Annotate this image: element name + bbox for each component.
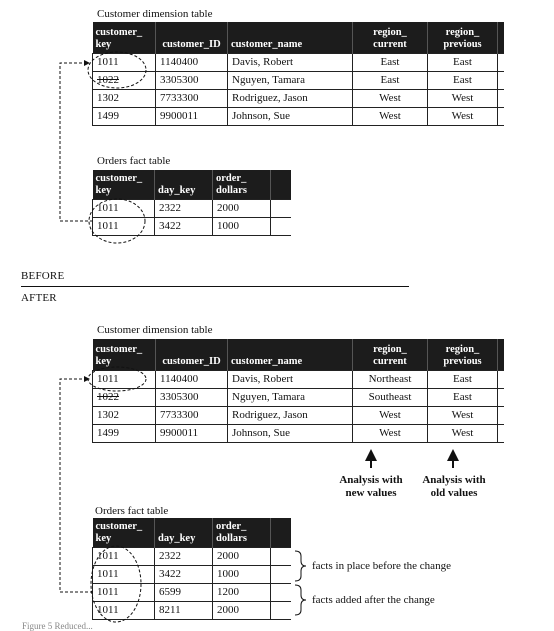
cell-customer-name: Davis, Robert bbox=[228, 370, 353, 388]
cell-blank bbox=[498, 89, 504, 107]
cell-day-key: 3422 bbox=[155, 217, 213, 235]
cell-region-current: West bbox=[353, 89, 428, 107]
cell-region-previous: West bbox=[428, 424, 498, 442]
cell-blank bbox=[271, 217, 291, 235]
brace-before-label: facts in place before the change bbox=[312, 560, 451, 572]
cell-customer-id: 1140400 bbox=[156, 370, 228, 388]
cell-customer-key: 1011 bbox=[93, 547, 155, 565]
header-blank bbox=[271, 518, 291, 547]
cell-customer-name: Nguyen, Tamara bbox=[228, 388, 353, 406]
cell-customer-id: 7733300 bbox=[156, 406, 228, 424]
header-blank bbox=[498, 22, 504, 53]
cell-order-dollars: 1000 bbox=[213, 565, 271, 583]
cell-customer-key: 1022 bbox=[93, 71, 156, 89]
cell-blank bbox=[271, 547, 291, 565]
cell-customer-id: 7733300 bbox=[156, 89, 228, 107]
brace-after-label: facts added after the change bbox=[312, 594, 435, 606]
header-order-dollars: order_ dollars bbox=[213, 518, 271, 547]
cell-region-current: East bbox=[353, 71, 428, 89]
cell-blank bbox=[498, 406, 504, 424]
analysis-new-values-label: Analysis with new values bbox=[339, 474, 403, 499]
header-region-current: region_ current bbox=[353, 339, 428, 370]
figure-caption: Figure 5 Reduced... bbox=[22, 621, 93, 631]
cell-blank bbox=[498, 424, 504, 442]
cell-blank bbox=[271, 583, 291, 601]
table-row bbox=[93, 406, 504, 424]
cell-blank bbox=[498, 71, 504, 89]
before-label: BEFORE bbox=[21, 270, 65, 282]
header-blank bbox=[271, 170, 291, 199]
cell-customer-key: 1011 bbox=[93, 565, 155, 583]
cell-order-dollars: 2000 bbox=[213, 199, 271, 217]
cell-blank bbox=[271, 601, 291, 619]
cell-customer-key: 1011 bbox=[93, 370, 156, 388]
cell-region-previous: East bbox=[428, 71, 498, 89]
cell-region-previous: West bbox=[428, 89, 498, 107]
table-row bbox=[93, 547, 291, 565]
cell-region-previous: East bbox=[428, 53, 498, 71]
header-customer-key: customer_ key bbox=[93, 518, 155, 547]
cell-order-dollars: 2000 bbox=[213, 547, 271, 565]
after-customer-table-caption: Customer dimension table bbox=[97, 324, 213, 336]
cell-order-dollars: 2000 bbox=[213, 601, 271, 619]
cell-region-current: Southeast bbox=[353, 388, 428, 406]
header-region-previous: region_ previous bbox=[428, 22, 498, 53]
cell-customer-key: 1011 bbox=[93, 217, 155, 235]
divider-line bbox=[21, 286, 409, 287]
before-orders-table bbox=[92, 170, 291, 236]
cell-region-current: West bbox=[353, 424, 428, 442]
cell-blank bbox=[271, 565, 291, 583]
after-key-connector bbox=[60, 379, 93, 592]
cell-region-current: West bbox=[353, 107, 428, 125]
cell-customer-name: Johnson, Sue bbox=[228, 424, 353, 442]
header-customer-name: customer_name bbox=[228, 22, 353, 53]
header-customer-key: customer_ key bbox=[93, 170, 155, 199]
cell-customer-name: Johnson, Sue bbox=[228, 107, 353, 125]
analysis-old-values-label: Analysis with old values bbox=[422, 474, 486, 499]
cell-customer-key: 1022 bbox=[93, 388, 156, 406]
cell-customer-name: Rodriguez, Jason bbox=[228, 89, 353, 107]
header-region-current: region_ current bbox=[353, 22, 428, 53]
after-orders-table bbox=[92, 518, 291, 620]
table-row bbox=[93, 89, 504, 107]
cell-customer-key: 1011 bbox=[93, 601, 155, 619]
cell-region-current: West bbox=[353, 406, 428, 424]
before-orders-table-caption: Orders fact table bbox=[97, 155, 171, 167]
table-row bbox=[93, 601, 291, 619]
header-customer-name: customer_name bbox=[228, 339, 353, 370]
cell-blank bbox=[498, 107, 504, 125]
after-orders-table-caption: Orders fact table bbox=[95, 505, 169, 517]
cell-customer-id: 3305300 bbox=[156, 71, 228, 89]
table-row bbox=[93, 53, 504, 71]
cell-blank bbox=[498, 53, 504, 71]
cell-customer-id: 1140400 bbox=[156, 53, 228, 71]
cell-blank bbox=[498, 388, 504, 406]
cell-blank bbox=[271, 199, 291, 217]
cell-region-current: East bbox=[353, 53, 428, 71]
cell-customer-key: 1499 bbox=[93, 424, 156, 442]
table-row bbox=[93, 199, 291, 217]
cell-region-previous: East bbox=[428, 388, 498, 406]
after-label: AFTER bbox=[21, 292, 57, 304]
cell-customer-key: 1011 bbox=[93, 199, 155, 217]
header-customer-id: customer_ID bbox=[156, 22, 228, 53]
table-row bbox=[93, 565, 291, 583]
header-customer-id: customer_ID bbox=[156, 339, 228, 370]
cell-customer-key: 1011 bbox=[93, 583, 155, 601]
after-customer-table bbox=[92, 339, 504, 443]
cell-customer-key: 1499 bbox=[93, 107, 156, 125]
header-day-key: day_key bbox=[155, 518, 213, 547]
cell-order-dollars: 1200 bbox=[213, 583, 271, 601]
cell-customer-id: 9900011 bbox=[156, 107, 228, 125]
header-day-key: day_key bbox=[155, 170, 213, 199]
header-order-dollars: order_ dollars bbox=[213, 170, 271, 199]
table-row bbox=[93, 424, 504, 442]
cell-customer-id: 9900011 bbox=[156, 424, 228, 442]
header-region-previous: region_ previous bbox=[428, 339, 498, 370]
brace-before-icon bbox=[295, 551, 306, 581]
cell-region-previous: West bbox=[428, 107, 498, 125]
cell-region-previous: West bbox=[428, 406, 498, 424]
before-customer-table bbox=[92, 22, 504, 126]
cell-day-key: 8211 bbox=[155, 601, 213, 619]
brace-after-icon bbox=[295, 585, 306, 615]
cell-order-dollars: 1000 bbox=[213, 217, 271, 235]
cell-day-key: 3422 bbox=[155, 565, 213, 583]
cell-day-key: 2322 bbox=[155, 547, 213, 565]
cell-customer-key: 1302 bbox=[93, 406, 156, 424]
cell-customer-name: Rodriguez, Jason bbox=[228, 406, 353, 424]
cell-blank bbox=[498, 370, 504, 388]
cell-customer-name: Nguyen, Tamara bbox=[228, 71, 353, 89]
header-customer-key: customer_ key bbox=[93, 22, 156, 53]
table-row bbox=[93, 583, 291, 601]
before-key-connector bbox=[60, 63, 93, 221]
cell-region-previous: East bbox=[428, 370, 498, 388]
table-row bbox=[93, 107, 504, 125]
table-row bbox=[93, 370, 504, 388]
table-row bbox=[93, 388, 504, 406]
before-customer-table-caption: Customer dimension table bbox=[97, 8, 213, 20]
header-customer-key: customer_ key bbox=[93, 339, 156, 370]
header-blank bbox=[498, 339, 504, 370]
cell-customer-id: 3305300 bbox=[156, 388, 228, 406]
table-row bbox=[93, 217, 291, 235]
cell-customer-key: 1302 bbox=[93, 89, 156, 107]
cell-customer-key: 1011 bbox=[93, 53, 156, 71]
cell-day-key: 6599 bbox=[155, 583, 213, 601]
cell-day-key: 2322 bbox=[155, 199, 213, 217]
cell-customer-name: Davis, Robert bbox=[228, 53, 353, 71]
table-row bbox=[93, 71, 504, 89]
cell-region-current: Northeast bbox=[353, 370, 428, 388]
